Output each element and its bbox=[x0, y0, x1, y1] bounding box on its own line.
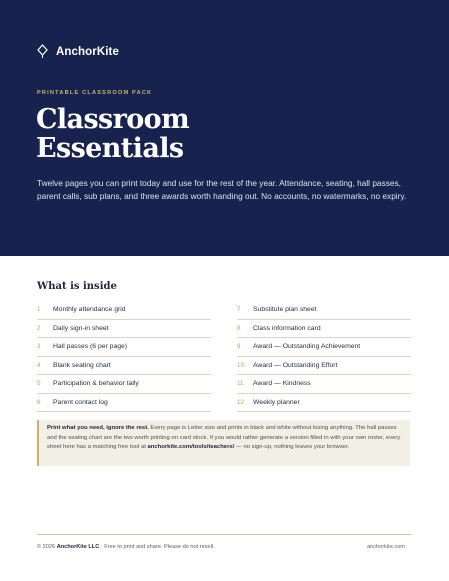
footer-divider bbox=[37, 534, 412, 535]
list-item bbox=[237, 375, 411, 394]
item-label: Award — Outstanding Achievement bbox=[253, 343, 361, 351]
company-name: AnchorKite LLC bbox=[56, 544, 100, 550]
item-label: Weekly planner bbox=[253, 398, 300, 406]
page-title bbox=[36, 105, 189, 163]
hero-banner bbox=[0, 0, 449, 256]
item-number: 12 bbox=[237, 398, 245, 406]
item-label: Monthly attendance grid bbox=[53, 306, 126, 314]
item-number: 10 bbox=[237, 361, 245, 369]
list-item bbox=[37, 301, 211, 320]
footer-copyright bbox=[37, 544, 215, 550]
list-item bbox=[37, 357, 211, 376]
item-label: Daily sign-in sheet bbox=[53, 324, 109, 332]
item-number: 4 bbox=[37, 361, 41, 369]
kite-icon bbox=[37, 44, 48, 59]
item-number: 11 bbox=[237, 380, 244, 388]
item-number: 9 bbox=[237, 343, 241, 351]
item-label: Blank seating chart bbox=[53, 361, 111, 369]
item-label: Award — Outstanding Effort bbox=[253, 361, 338, 369]
item-label: Participation & behavior tally bbox=[53, 380, 139, 388]
copyright-year: © 2026 bbox=[37, 544, 56, 550]
list-item bbox=[237, 320, 411, 339]
note-body-end: — no sign-up, nothing leaves your browser. bbox=[234, 444, 350, 451]
tools-link[interactable]: anchorkite.com/tools/teachers/ bbox=[147, 444, 235, 451]
contents-list-left bbox=[37, 301, 211, 412]
note-body: Every page is Letter size and prints in black and white without losing anything. The hall passes and the seating chart are the two worth printing on card stock. If you would rather generate a version filled in with your own roster, every sheet here has a matching free tool at bbox=[47, 425, 401, 451]
item-label: Parent contact log bbox=[53, 398, 108, 406]
item-label: Hall passes (6 per page) bbox=[53, 343, 128, 351]
item-number: 7 bbox=[237, 306, 241, 314]
item-label: Substitute plan sheet bbox=[253, 306, 317, 314]
list-item bbox=[237, 394, 411, 413]
item-number: 2 bbox=[37, 324, 41, 332]
footer-terms: · Free to print and share. Please do not resell. bbox=[100, 544, 215, 550]
item-number: 5 bbox=[37, 380, 41, 388]
item-label: Class information card bbox=[253, 324, 321, 332]
list-item bbox=[37, 375, 211, 394]
item-number: 8 bbox=[237, 324, 241, 332]
contents-list-right bbox=[237, 301, 411, 412]
brand bbox=[37, 44, 119, 59]
printing-note bbox=[37, 420, 410, 466]
item-number: 6 bbox=[37, 398, 41, 406]
list-item bbox=[237, 301, 411, 320]
list-item bbox=[237, 338, 411, 357]
eyebrow-label: PRINTABLE CLASSROOM PACK bbox=[37, 90, 153, 96]
item-number: 1 bbox=[37, 306, 41, 314]
item-label: Award — Kindness bbox=[253, 380, 311, 388]
intro-paragraph: Twelve pages you can print today and use for the rest of the year. Attendance, seating, hall passes, parent calls, sub plans, and three awards worth handing out. No accounts, no watermarks, no expiry. bbox=[37, 178, 407, 202]
note-lead: Print what you need, ignore the rest. bbox=[47, 425, 149, 431]
footer-site-link[interactable]: anchorkite.com bbox=[367, 544, 405, 550]
contents-heading: What is inside bbox=[37, 281, 117, 292]
list-item bbox=[37, 394, 211, 413]
title-line-1: Classroom bbox=[36, 104, 190, 135]
title-line-2: Essentials bbox=[36, 133, 184, 164]
brand-name: AnchorKite bbox=[56, 45, 119, 58]
list-item bbox=[237, 357, 411, 376]
list-item bbox=[37, 320, 211, 339]
list-item bbox=[37, 338, 211, 357]
item-number: 3 bbox=[37, 343, 41, 351]
